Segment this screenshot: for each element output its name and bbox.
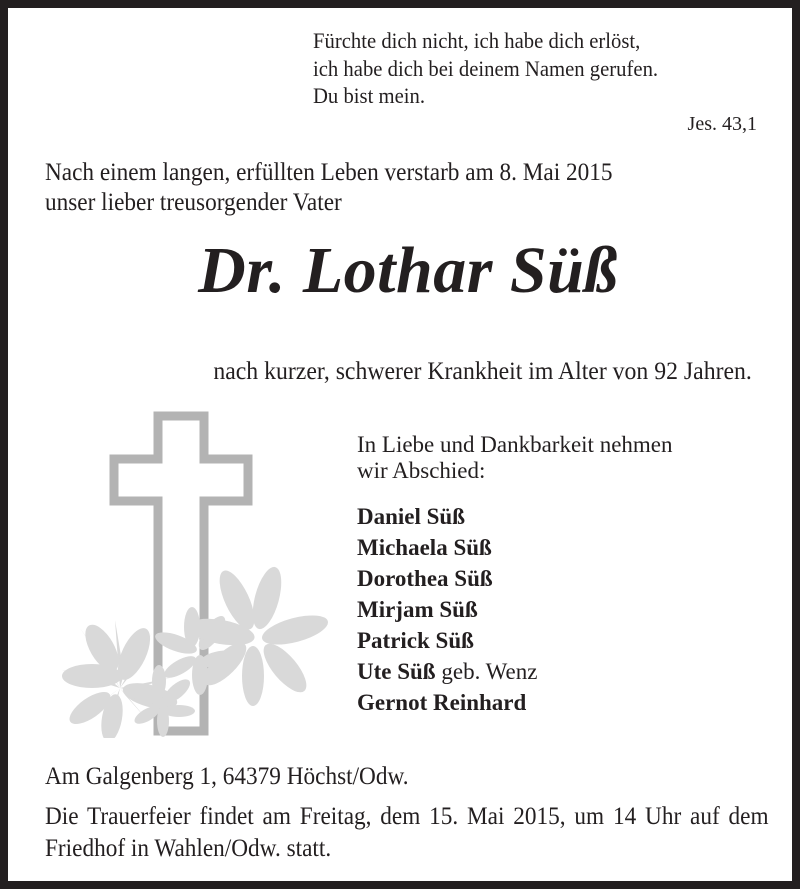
verse-line: Fürchte dich nicht, ich habe dich erlöst, (313, 28, 641, 53)
mourner-name: Ute Süß (357, 659, 436, 684)
mourner-name: Gernot Reinhard (357, 690, 527, 715)
mourner (357, 656, 537, 687)
mourner-name: Daniel Süß (357, 504, 466, 529)
mourner (357, 563, 537, 594)
bible-verse (313, 27, 658, 110)
verse-line: ich habe dich bei deinem Namen gerufen. (313, 55, 659, 81)
mourner-name: Patrick Süß (357, 628, 474, 653)
mourner-suffix: geb. Wenz (435, 659, 538, 684)
deceased-name: Dr. Lothar Süß (198, 234, 618, 307)
farewell-text (357, 432, 673, 484)
cross-with-flowers-icon (48, 408, 328, 738)
mourner-name: Michaela Süß (357, 535, 492, 560)
verse-line: Du bist mein. (313, 83, 426, 108)
mourner (357, 625, 537, 656)
mourner (357, 687, 537, 718)
mourner (357, 594, 537, 625)
address: Am Galgenberg 1, 64379 Höchst/Odw. (45, 763, 409, 790)
mourner (357, 501, 537, 532)
intro-line: unser lieber treusorgender Vater (45, 189, 342, 216)
mourner-name: Mirjam Süß (357, 597, 478, 622)
ceremony-info: Die Trauerfeier findet am Freitag, dem 15. Mai 2015, um 14 Uhr auf dem Friedhof in Wahlen/Odw. statt. (45, 803, 769, 862)
intro-line: Nach einem langen, erfüllten Leben verstarb am 8. Mai 2015 (45, 159, 613, 186)
farewell-line: wir Abschied: (357, 458, 486, 483)
age-note: nach kurzer, schwerer Krankheit im Alter von 92 Jahren. (213, 358, 752, 385)
mourners-list (357, 501, 537, 718)
intro-text (45, 158, 612, 218)
mourner-name: Dorothea Süß (357, 566, 493, 591)
farewell-line: In Liebe und Dankbarkeit nehmen (357, 432, 673, 457)
verse-reference: Jes. 43,1 (687, 113, 757, 135)
mourner (357, 532, 537, 563)
